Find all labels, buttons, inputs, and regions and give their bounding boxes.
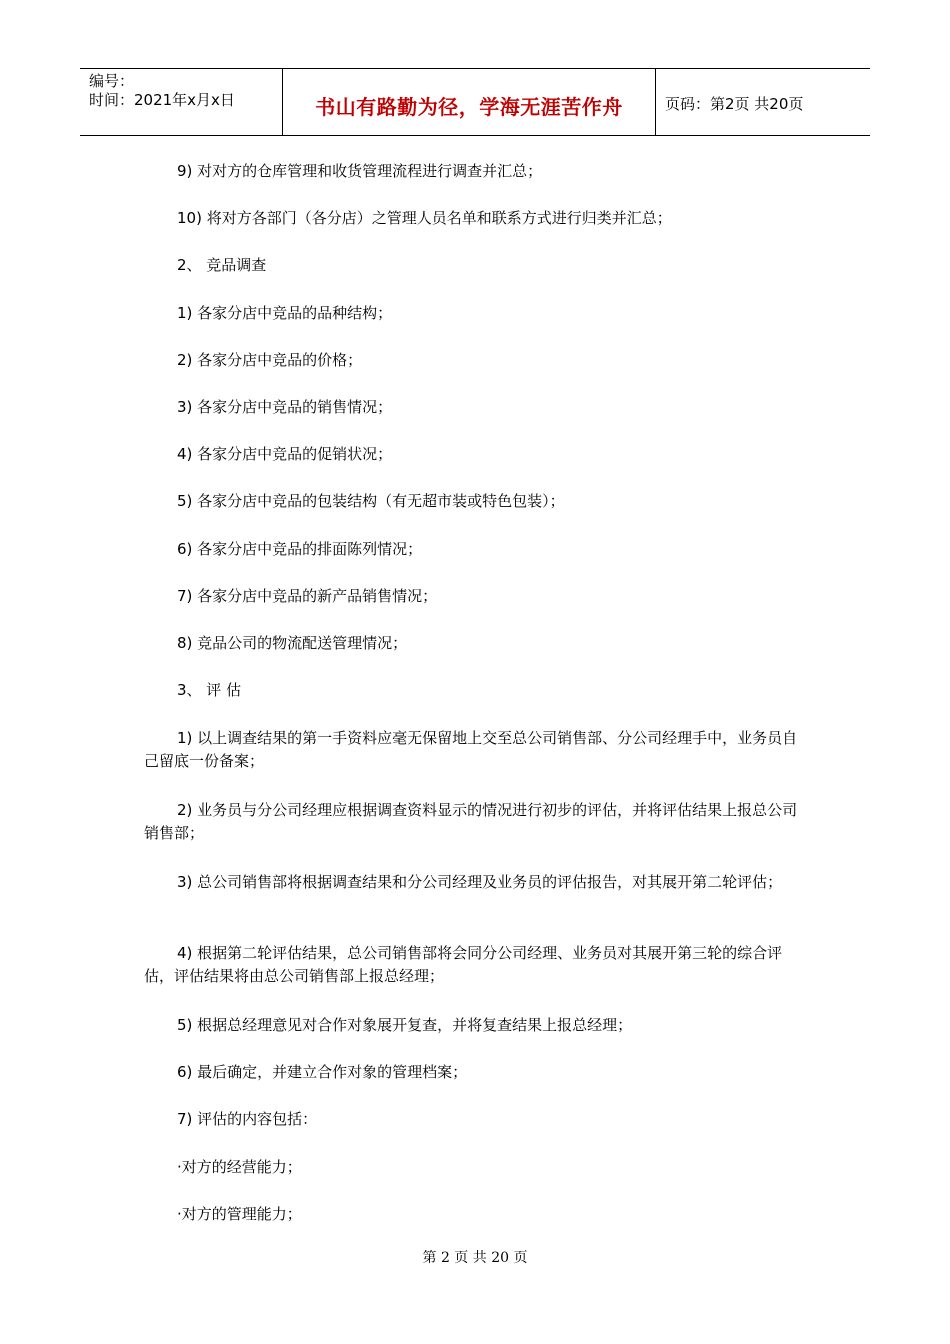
paragraph: 4) 各家分店中竞品的促销状况； [177,445,393,463]
paragraph: 7) 各家分店中竞品的新产品销售情况； [177,587,438,605]
paragraph: 8) 竞品公司的物流配送管理情况； [177,634,408,652]
document-time-label: 时间：2021年x月x日 [89,91,235,109]
paragraph: 4) 根据第二轮评估结果，总公司销售部将会同分公司经理、业务员对其展开第三轮的综合评估，评估结果将由总公司销售部上报总经理； [144,944,783,985]
paragraph: 6) 最后确定，并建立合作对象的管理档案； [177,1063,468,1081]
header-motto: 书山有路勤为径，学海无涯苦作舟 [315,95,623,119]
page-footer: 第 2 页 共 20 页 [422,1250,528,1266]
paragraph: 5) 根据总经理意见对合作对象展开复查，并将复查结果上报总经理； [177,1016,633,1034]
paragraph: 2) 各家分店中竞品的价格； [177,351,363,369]
header-meta [89,72,235,110]
paragraph: 7) 评估的内容包括： [177,1110,318,1128]
paragraph: 3) 总公司销售部将根据调查结果和分公司经理及业务员的评估报告，对其展开第二轮评估； [177,873,783,891]
page-header [80,68,870,136]
paragraph: 1) 各家分店中竞品的品种结构； [177,304,393,322]
header-page-info: 页码：第2页 共20页 [665,95,804,113]
section-heading: 2、 竞品调查 [177,256,267,274]
paragraph: 1) 以上调查结果的第一手资料应毫无保留地上交至总公司销售部、分公司经理手中，业务员自己留底一份备案； [144,729,798,770]
paragraph: 2) 业务员与分公司经理应根据调查资料显示的情况进行初步的评估，并将评估结果上报总公司销售部； [144,801,798,842]
section-heading: 3、 评 估 [177,681,242,699]
paragraph: 6) 各家分店中竞品的排面陈列情况； [177,540,423,558]
document-number-label: 编号： [89,72,135,90]
paragraph: 3) 各家分店中竞品的销售情况； [177,398,393,416]
bullet-item: ·对方的管理能力； [177,1205,302,1223]
header-divider [655,69,656,135]
paragraph: 5) 各家分店中竞品的包装结构（有无超市装或特色包装）； [177,492,565,510]
paragraph: 9) 对对方的仓库管理和收货管理流程进行调查并汇总； [177,162,543,180]
paragraph: 10) 将对方各部门（各分店）之管理人员名单和联系方式进行归类并汇总； [177,209,672,227]
bullet-item: ·对方的经营能力； [177,1158,302,1176]
